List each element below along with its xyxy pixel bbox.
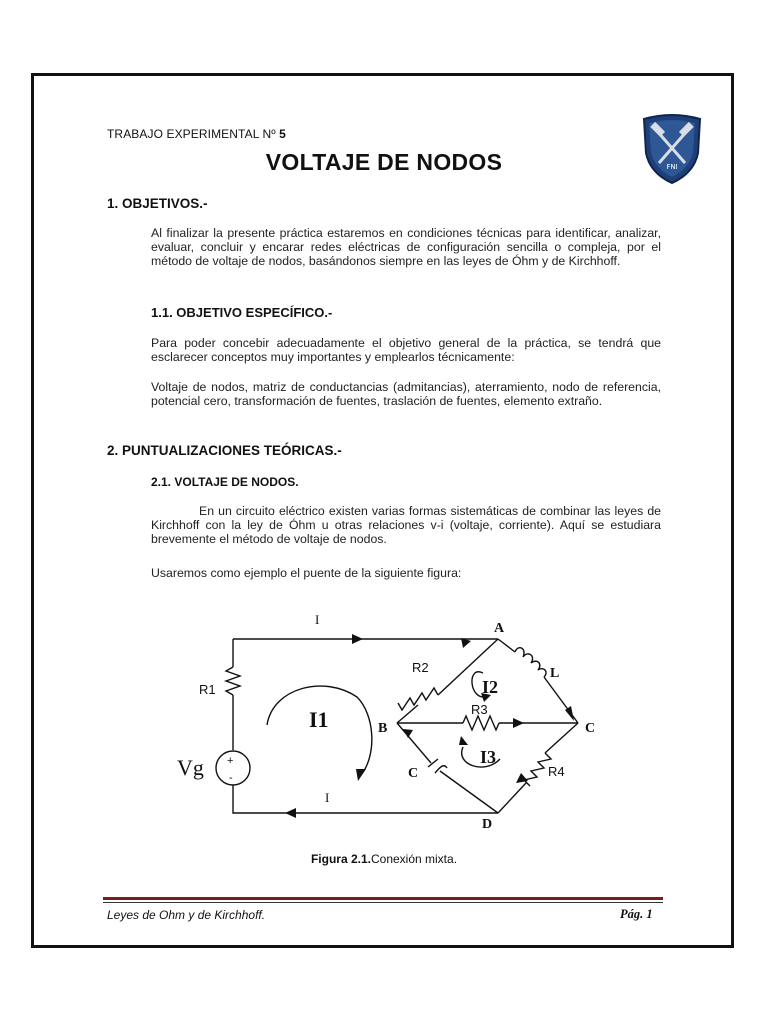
heading-puntualizaciones: 2. PUNTUALIZACIONES TEÓRICAS.- xyxy=(107,443,342,458)
heading-objetivo-especifico: 1.1. OBJETIVO ESPECÍFICO.- xyxy=(151,305,333,320)
inductor-l xyxy=(515,648,546,677)
resistor-r2 xyxy=(398,688,438,710)
heading-voltaje-de-nodos: 2.1. VOLTAJE DE NODOS. xyxy=(151,475,299,489)
voltaje-nodos-paragraph-2: Usaremos como ejemplo el puente de la siguiente figura: xyxy=(151,566,462,580)
circuit-diagram xyxy=(177,605,615,837)
label-node-c: C xyxy=(585,721,596,736)
label-vg: Vg xyxy=(177,755,204,780)
objetivos-paragraph: Al finalizar la presente práctica estaremos en condiciones técnicas para identificar, analizar, evaluar, concluir y encarar redes eléctricas de configuración sencilla o compleja, por el método de voltaje de nodos, basándonos siempre en las leyes de Óhm y de Kirchhoff. xyxy=(151,226,661,268)
label-r1: R1 xyxy=(199,682,216,697)
resistor-r3 xyxy=(463,716,499,730)
label-node-d: D xyxy=(482,817,493,832)
arrow-r3 xyxy=(513,718,524,728)
header-label-text: TRABAJO EXPERIMENTAL Nº xyxy=(107,127,276,141)
label-i1: I1 xyxy=(309,707,329,732)
label-i2: I2 xyxy=(482,677,499,697)
label-c-capacitor: C xyxy=(408,766,419,781)
shield-logo-icon xyxy=(640,113,704,185)
label-i-bottom: I xyxy=(325,790,330,805)
page-title: VOLTAJE DE NODOS xyxy=(265,149,503,175)
arrow-bottom xyxy=(285,808,296,818)
objetivo-especifico-paragraph-1: Para poder concebir adecuadamente el objetivo general de la práctica, se tendrá que esclarecer conceptos muy importantes y emplearlos técnicamente: xyxy=(151,336,661,364)
label-r2: R2 xyxy=(412,660,429,675)
figure-caption-number: Figura 2.1. xyxy=(310,852,371,866)
header-label xyxy=(107,127,286,141)
figure-caption-text: Conexión mixta. xyxy=(370,852,458,866)
bottom-wire xyxy=(233,785,498,813)
experiment-number: 5 xyxy=(279,127,286,141)
page-number: Pág. 1 xyxy=(620,907,653,921)
heading-objetivos: 1. OBJETIVOS.- xyxy=(107,196,208,211)
logo-text: FNI xyxy=(666,163,678,171)
footer-rule-thin xyxy=(103,902,663,903)
arrow-i1 xyxy=(356,769,366,781)
label-node-a: A xyxy=(494,621,505,636)
label-node-b: B xyxy=(378,721,388,736)
objetivo-especifico-paragraph-2: Voltaje de nodos, matriz de conductancias (admitancias), aterramiento, nodo de referencia, potencial cero, transformación de fuentes, traslación de fuentes, elemento extraño. xyxy=(151,380,661,408)
figure-caption xyxy=(0,852,768,866)
label-minus: - xyxy=(229,772,233,784)
voltaje-nodos-paragraph-1: En un circuito eléctrico existen varias formas sistemáticas de combinar las leyes de Kirchhoff con la ley de Óhm u otras relaciones v-i (voltaje, corriente). Aquí se estudiara brevemente el método de voltaje de nodos. xyxy=(151,504,661,546)
label-plus: + xyxy=(227,755,234,767)
footer-title: Leyes de Ohm y de Kirchhoff. xyxy=(107,908,266,922)
arrow-c xyxy=(403,729,413,738)
resistor-r4 xyxy=(524,753,551,786)
label-r3: R3 xyxy=(471,702,488,717)
resistor-r1 xyxy=(226,667,240,695)
footer-rule-thick xyxy=(103,897,663,900)
arrow-i3 xyxy=(459,736,468,745)
label-i3: I3 xyxy=(480,747,497,767)
label-i-top: I xyxy=(315,612,320,627)
arrow-top xyxy=(352,634,363,644)
label-r4: R4 xyxy=(548,764,565,779)
label-l: L xyxy=(550,666,560,681)
